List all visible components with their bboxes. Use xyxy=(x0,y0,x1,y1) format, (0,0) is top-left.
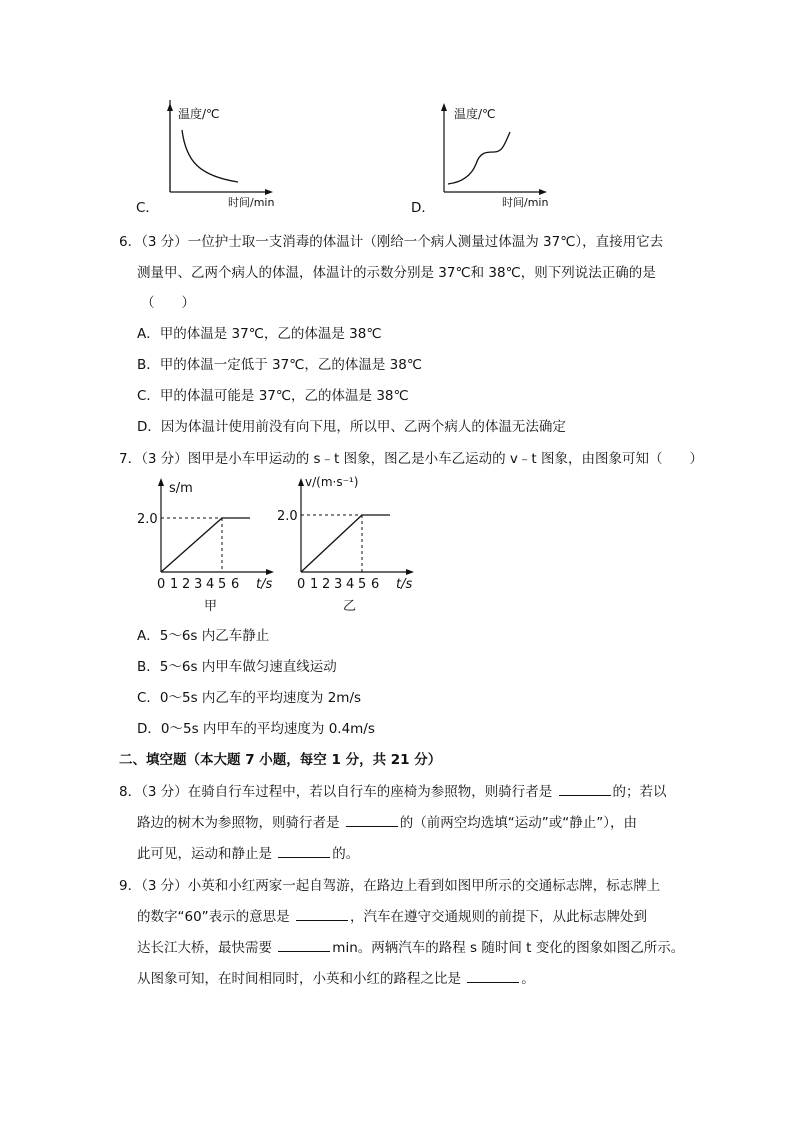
q9-line4-text-b: 。 xyxy=(521,971,535,987)
jia-xtick-0: 0 xyxy=(157,577,166,592)
q7-option-c: C．0～5s 内乙车的平均速度为 2m/s xyxy=(137,690,362,706)
q7-option-b: B．5～6s 内甲车做匀速直线运动 xyxy=(137,659,337,675)
jia-ytick: 2.0 xyxy=(137,512,158,527)
option-d-label: D． xyxy=(411,200,435,216)
q6-option-c: C．甲的体温可能是 37℃，乙的体温是 38℃ xyxy=(137,388,409,404)
jia-xtick-1: 1 xyxy=(170,577,179,592)
q9-line3-text-a: 达长江大桥，最快需要 xyxy=(137,940,272,956)
yi-ylabel: v/(m·s⁻¹) xyxy=(305,475,359,489)
jia-xtick-3: 3 xyxy=(194,577,203,592)
jia-xtick-5: 5 xyxy=(218,577,227,592)
q9-line2-text-b: ，汽车在遵守交通规则的前提下，从此标志牌处到 xyxy=(349,909,647,925)
q8-line1 xyxy=(119,780,667,800)
q9-line2 xyxy=(137,905,647,925)
q8-line3 xyxy=(137,842,359,862)
q6-stem-line3: （ ） xyxy=(141,295,195,311)
jia-caption: 甲 xyxy=(204,599,218,614)
q9-line2-text-a: 的数字“60”表示的意思是 xyxy=(137,909,290,925)
yi-line-rising xyxy=(301,515,362,572)
yi-xtick-5: 5 xyxy=(358,577,367,592)
yi-xtick-4: 4 xyxy=(346,577,355,592)
graph-c-ylabel: 温度/℃ xyxy=(178,107,220,121)
q9-blank-2[interactable] xyxy=(278,937,330,952)
q8-blank-1[interactable] xyxy=(559,781,611,796)
q9-line4-text-a: 从图象可知，在时间相同时，小英和小红的路程之比是 xyxy=(137,971,461,987)
q9-line3-text-b: min。两辆汽车的路程 s 随时间 t 变化的图象如图乙所示。 xyxy=(332,940,685,956)
q8-line1-text-b: 的；若以 xyxy=(612,784,667,800)
yi-xtick-1: 1 xyxy=(310,577,319,592)
yi-xtick-3: 3 xyxy=(334,577,343,592)
jia-xlabel: t/s xyxy=(256,577,273,592)
q9-line1: 9．（3 分）小英和小红两家一起自驾游，在路边上看到如图甲所示的交通标志牌，标志牌上 xyxy=(119,878,661,894)
graph-c xyxy=(160,100,280,210)
yi-xtick-2: 2 xyxy=(322,577,331,592)
graph-d xyxy=(434,100,554,210)
q8-line3-text-b: 的。 xyxy=(332,846,360,862)
yi-xlabel: t/s xyxy=(396,577,413,592)
cooling-curve xyxy=(182,130,238,182)
jia-xtick-2: 2 xyxy=(182,577,191,592)
jia-line-rising xyxy=(161,518,222,572)
jia-ylabel: s/m xyxy=(169,481,193,496)
yi-caption: 乙 xyxy=(343,599,357,614)
option-c-label: C． xyxy=(136,200,159,216)
jia-xtick-6: 6 xyxy=(231,577,240,592)
q8-line3-text-a: 此可见，运动和静止是 xyxy=(137,846,272,862)
q9-blank-1[interactable] xyxy=(296,906,348,921)
q6-option-a: A．甲的体温是 37℃，乙的体温是 38℃ xyxy=(137,326,382,342)
q8-line1-text-a: 8．（3 分）在骑自行车过程中，若以自行车的座椅为参照物，则骑行者是 xyxy=(119,784,553,800)
q9-line4 xyxy=(137,967,535,987)
q9-line3 xyxy=(137,936,684,956)
q8-blank-2[interactable] xyxy=(346,812,398,827)
q7-stem: 7．（3 分）图甲是小车甲运动的 s﹣t 图象，图乙是小车乙运动的 v﹣t 图象，由图象可知（ ） xyxy=(119,451,703,467)
graph-c-xlabel: 时间/min xyxy=(228,196,275,209)
q8-line2-text-a: 路边的树木为参照物，则骑行者是 xyxy=(137,815,340,831)
jia-xtick-4: 4 xyxy=(206,577,215,592)
q6-stem-line1: 6．（3 分）一位护士取一支消毒的体温计（刚给一个病人测量过体温为 37℃），直接用它去 xyxy=(119,234,664,250)
q9-blank-3[interactable] xyxy=(467,968,519,983)
q8-blank-3[interactable] xyxy=(278,843,330,858)
yi-xtick-0: 0 xyxy=(297,577,306,592)
yi-xtick-6: 6 xyxy=(371,577,380,592)
q8-line2 xyxy=(137,811,637,831)
graph-d-xlabel: 时间/min xyxy=(502,196,549,209)
q6-option-b: B．甲的体温一定低于 37℃，乙的体温是 38℃ xyxy=(137,357,423,373)
section-2-heading: 二、填空题（本大题 7 小题，每空 1 分，共 21 分） xyxy=(119,752,442,768)
q7-option-d: D．0～5s 内甲车的平均速度为 0.4m/s xyxy=(137,721,375,737)
q7-option-a: A．5～6s 内乙车静止 xyxy=(137,628,270,644)
graph-d-ylabel: 温度/℃ xyxy=(454,107,496,121)
heating-curve xyxy=(448,132,510,184)
yi-ytick: 2.0 xyxy=(277,509,298,524)
q6-stem-line2: 测量甲、乙两个病人的体温，体温计的示数分别是 37℃和 38℃，则下列说法正确的是 xyxy=(137,265,656,281)
graph-yi xyxy=(270,470,420,618)
graph-jia xyxy=(130,474,280,618)
q8-line2-text-b: 的（前两空均选填“运动”或“静止”），由 xyxy=(399,815,638,831)
q6-option-d: D．因为体温计使用前没有向下甩，所以甲、乙两个病人的体温无法确定 xyxy=(137,419,566,435)
